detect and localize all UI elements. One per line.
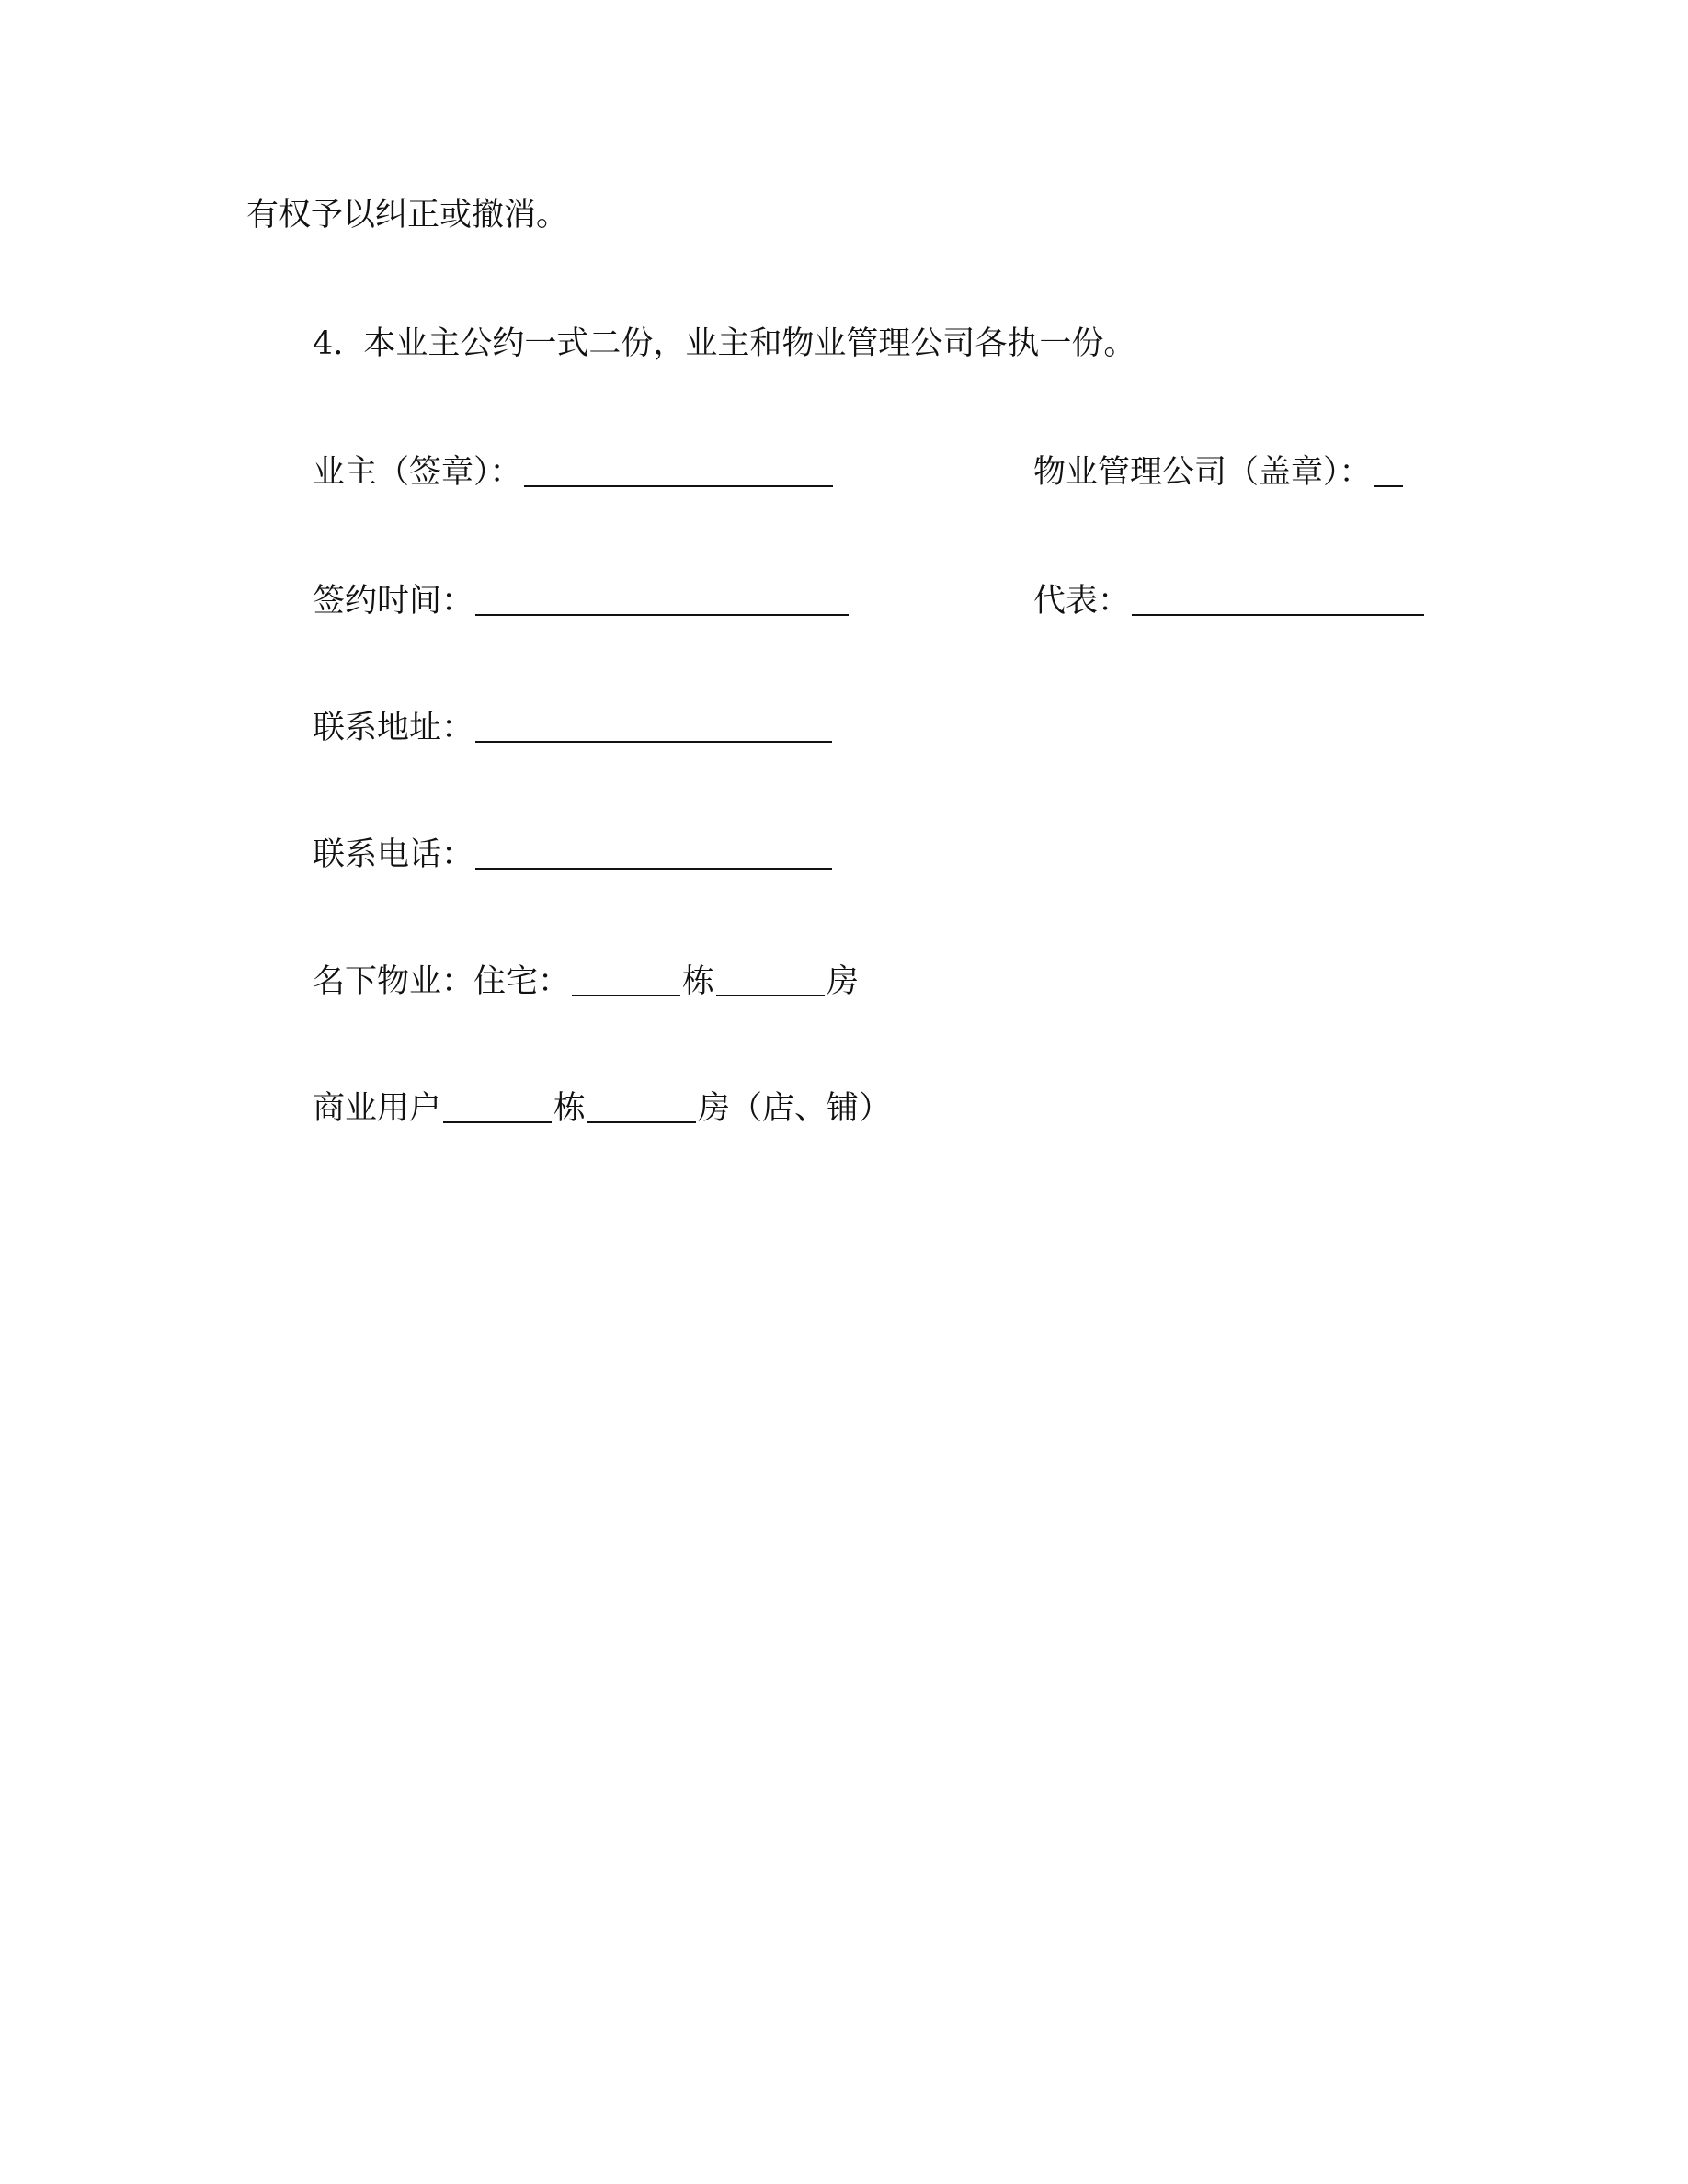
company-seal-row: [1033, 452, 1405, 493]
sign-date-field[interactable]: [475, 586, 849, 616]
owner-signature-field[interactable]: [524, 458, 833, 487]
representative-field[interactable]: [1132, 586, 1424, 616]
clause-4: [313, 324, 1135, 364]
address-label: 联系地址：: [313, 710, 474, 746]
commercial-room-field[interactable]: [587, 1094, 696, 1123]
property-building-field[interactable]: [572, 967, 680, 996]
owner-signature-label: 业主（签章）：: [313, 454, 522, 491]
commercial-room-unit: 房（店、铺）: [698, 1090, 892, 1127]
property-room-field[interactable]: [716, 967, 825, 996]
representative-row: [1033, 581, 1426, 621]
company-seal-label: 物业管理公司（盖章）：: [1033, 454, 1372, 491]
clause-number: 4.: [313, 325, 344, 362]
property-room-unit: 房: [827, 963, 860, 1000]
company-seal-field[interactable]: [1374, 458, 1403, 487]
commercial-building-field[interactable]: [443, 1094, 552, 1123]
representative-label: 代表：: [1033, 583, 1131, 620]
address-field[interactable]: [475, 713, 832, 743]
commercial-building-unit: 栋: [553, 1090, 587, 1127]
commercial-label: 商业用户: [313, 1090, 442, 1127]
property-row: [313, 961, 859, 1002]
address-row: [313, 708, 834, 748]
owner-signature-row: [313, 452, 835, 493]
sign-date-row: [313, 581, 850, 621]
property-label: 名下物业：住宅：: [313, 963, 571, 1000]
property-building-unit: 栋: [682, 963, 715, 1000]
phone-field[interactable]: [475, 840, 832, 870]
clause-text: 本业主公约一式二份，业主和物业管理公司各执一份。: [363, 325, 1136, 362]
commercial-row: [313, 1088, 891, 1129]
continuation-line: 有权予以纠正或撤消。: [246, 197, 569, 233]
sign-date-label: 签约时间：: [313, 583, 474, 620]
phone-label: 联系电话：: [313, 836, 474, 873]
phone-row: [313, 835, 834, 875]
continuation-text: [246, 195, 568, 235]
